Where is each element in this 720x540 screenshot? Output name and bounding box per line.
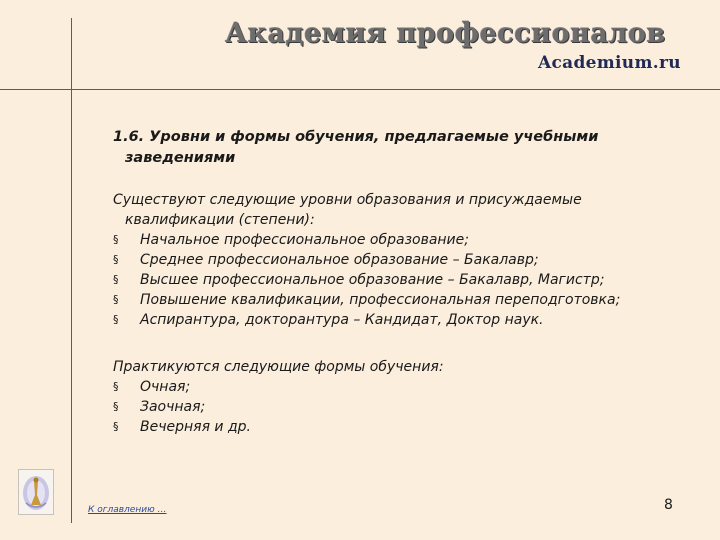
bullet-marker: § bbox=[113, 233, 119, 246]
horizontal-rule bbox=[0, 89, 720, 90]
list-item bbox=[113, 250, 673, 270]
list-item-text: Очная; bbox=[140, 379, 191, 395]
vertical-rule bbox=[71, 18, 72, 523]
list-item-text: Заочная; bbox=[140, 399, 206, 415]
list-item-text: Повышение квалификации, профессиональная переподготовка; bbox=[140, 292, 621, 308]
page-number: 8 bbox=[664, 497, 673, 513]
bullet-marker: § bbox=[113, 380, 119, 393]
list-item-text: Высшее профессиональное образование – Бакалавр, Магистр; bbox=[140, 272, 605, 288]
bullet-marker: § bbox=[113, 420, 119, 433]
list-item-text: Начальное профессиональное образование; bbox=[140, 232, 469, 248]
list-item bbox=[113, 377, 673, 397]
levels-intro: Существуют следующие уровни образования и присуждаемые квалификации (степени): bbox=[113, 192, 582, 228]
list-item-text: Вечерняя и др. bbox=[140, 419, 252, 435]
forms-intro: Практикуются следующие формы обучения: bbox=[113, 359, 444, 375]
list-item bbox=[113, 310, 673, 330]
bullet-marker: § bbox=[113, 293, 119, 306]
levels-list bbox=[113, 230, 673, 330]
bullet-marker: § bbox=[113, 253, 119, 266]
section-heading: 1.6. Уровни и формы обучения, предлагаемые учебными заведениями bbox=[113, 129, 599, 166]
toc-link[interactable]: К оглавлению … bbox=[88, 505, 167, 515]
list-item-text: Среднее профессиональное образование – Бакалавр; bbox=[140, 252, 539, 268]
list-item bbox=[113, 290, 673, 310]
brand-title: Академия профессионалов bbox=[225, 18, 666, 49]
logo-icon bbox=[18, 469, 54, 515]
list-item-text: Аспирантура, докторантура – Кандидат, Доктор наук. bbox=[140, 312, 544, 328]
list-item bbox=[113, 417, 673, 437]
list-item bbox=[113, 270, 673, 290]
bullet-marker: § bbox=[113, 400, 119, 413]
bullet-marker: § bbox=[113, 313, 119, 326]
slide-content bbox=[113, 127, 673, 437]
bullet-marker: § bbox=[113, 273, 119, 286]
brand-url: Academium.ru bbox=[538, 53, 681, 73]
forms-list bbox=[113, 377, 673, 437]
list-item bbox=[113, 397, 673, 417]
list-item bbox=[113, 230, 673, 250]
